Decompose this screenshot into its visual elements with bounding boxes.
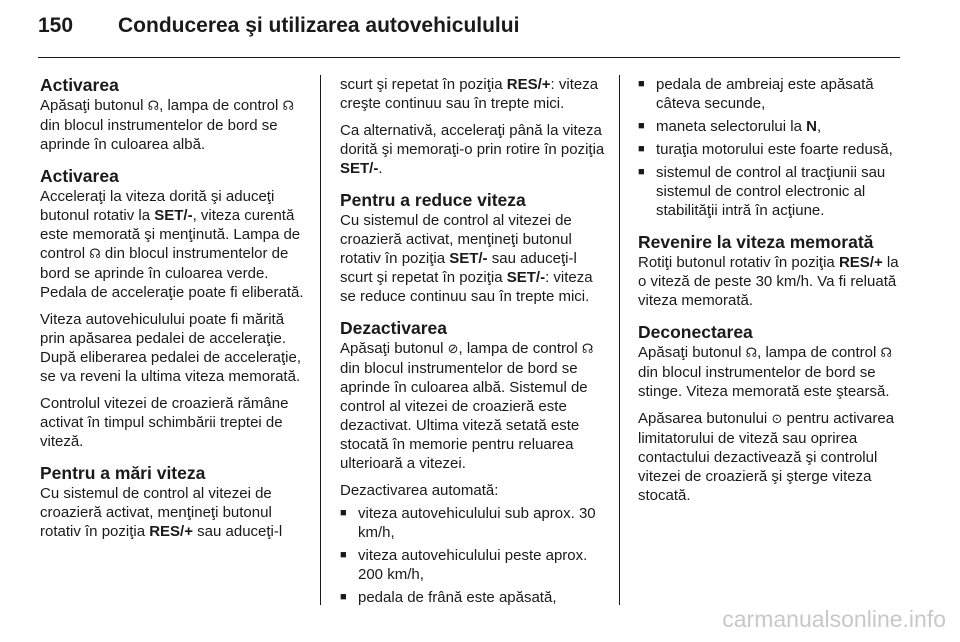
section-reduce-speed bbox=[340, 190, 608, 306]
cruise-control-icon: ☊ bbox=[745, 346, 758, 361]
column-left bbox=[40, 75, 308, 549]
section-resume-speed bbox=[638, 232, 908, 310]
paragraph: Dezactivarea automată: bbox=[340, 482, 499, 499]
section-heading: Dezactivarea bbox=[340, 318, 448, 338]
paragraph: Ca alternativă, acceleraţi până la viteza dorită şi memoraţi-o prin rotire în poziţia SET/-. bbox=[340, 122, 605, 177]
column-divider bbox=[320, 75, 321, 605]
paragraph: Apăsaţi butonul ⊘, lampa de control ☊ din blocul instrumentelor de bord se aprinde în culoarea albă. Sistemul de control al vitezei de croazieră este dezactivat. Ultima viteză setată este stocată în memorie pentru reluarea ulterioară a vitezei. bbox=[340, 340, 594, 472]
cruise-control-icon: ☊ bbox=[89, 247, 101, 262]
page-header bbox=[38, 14, 900, 58]
section-increase-speed bbox=[40, 463, 308, 541]
cruise-control-icon: ☊ bbox=[880, 346, 893, 361]
section-heading: Pentru a mări viteza bbox=[40, 463, 206, 483]
paragraph: Rotiţi butonul rotativ în poziţia RES/+ la o viteză de peste 30 km/h. Va fi reluată viteza memorată. bbox=[638, 254, 899, 309]
paragraph: Apăsarea butonului ⊙ pentru activarea limitatorului de viteză sau oprirea contactului dezactivează şi controlul vitezei de croazieră şi şterge viteza stocată. bbox=[638, 410, 895, 504]
paragraph: Cu sistemul de control al vitezei de croazieră activat, menţineţi butonul rotativ în poziţia RES/+ sau aduceţi-l bbox=[40, 485, 283, 540]
paragraph: Apăsaţi butonul ☊, lampa de control ☊ din blocul instrumentelor de bord se aprinde în culoarea albă. bbox=[40, 97, 295, 153]
list-item: ■ turaţia motorului este foarte redusă, bbox=[638, 140, 908, 159]
section-heading: Revenire la viteza memorată bbox=[638, 232, 874, 252]
cruise-control-icon: ☊ bbox=[147, 99, 160, 114]
paragraph: Controlul vitezei de croazieră rămâne activat în timpul schimbării treptei de viteză. bbox=[40, 395, 289, 450]
page-number: 150 bbox=[38, 14, 74, 37]
column-middle bbox=[340, 75, 608, 615]
cruise-off-icon: ⊘ bbox=[447, 342, 459, 357]
cruise-control-icon: ☊ bbox=[581, 342, 594, 357]
section-heading: Deconectarea bbox=[638, 322, 753, 342]
list-item: ■ pedala de ambreiaj este apăsată câteva secunde, bbox=[638, 75, 908, 113]
section-heading: Pentru a reduce viteza bbox=[340, 190, 526, 210]
section-heading: Activarea bbox=[40, 166, 119, 186]
cruise-control-icon: ☊ bbox=[282, 99, 295, 114]
section-heading: Activarea bbox=[40, 75, 119, 95]
bullet-list bbox=[638, 75, 908, 220]
section-activation-2 bbox=[40, 166, 308, 451]
section-disconnect bbox=[638, 322, 908, 505]
list-item: ■ viteza autovehiculului peste aprox. 200 km/h, bbox=[340, 546, 608, 584]
column-right bbox=[638, 75, 908, 513]
section-activation-1 bbox=[40, 75, 308, 154]
list-item: ■ sistemul de control al tracţiunii sau sistemul de control electronic al stabilităţii intră în acţiune. bbox=[638, 163, 908, 220]
list-item: ■ viteza autovehiculului sub aprox. 30 km/h, bbox=[340, 504, 608, 542]
section-deactivation bbox=[340, 318, 608, 607]
paragraph: Acceleraţi la viteza dorită şi aduceţi butonul rotativ la SET/-, viteza curentă este memorată şi menţinută. Lampa de control ☊ din blocul instrumentelor de bord se aprinde în culoarea verde. Pedala de acceleraţie poate fi eliberată. bbox=[40, 188, 304, 301]
bullet-list bbox=[340, 504, 608, 607]
list-item: ■ maneta selectorului la N, bbox=[638, 117, 908, 136]
watermark: carmanualsonline.info bbox=[722, 606, 946, 632]
page-title: Conducerea şi utilizarea autovehiculului bbox=[118, 14, 520, 37]
list-item: ■ pedala de frână este apăsată, bbox=[340, 588, 608, 607]
paragraph: Apăsaţi butonul ☊, lampa de control ☊ din blocul instrumentelor de bord se stinge. Viteza memorată este ştearsă. bbox=[638, 344, 893, 400]
paragraph: scurt şi repetat în poziţia RES/+: viteza creşte continuu sau în trepte mici. bbox=[340, 76, 599, 112]
speed-limiter-icon: ⊙ bbox=[771, 412, 783, 427]
paragraph: Cu sistemul de control al vitezei de croazieră activat, menţineţi butonul rotativ în poziţia SET/- sau aduceţi-l scurt şi repetat în poziţia SET/-: viteza se reduce continuu sau în trepte mici. bbox=[340, 212, 593, 305]
paragraph: Viteza autovehiculului poate fi mărită prin apăsarea pedalei de acceleraţie. După eliberarea pedalei de acceleraţie, se va reveni la ultima viteza memorată. bbox=[40, 311, 302, 385]
column-divider bbox=[619, 75, 620, 605]
